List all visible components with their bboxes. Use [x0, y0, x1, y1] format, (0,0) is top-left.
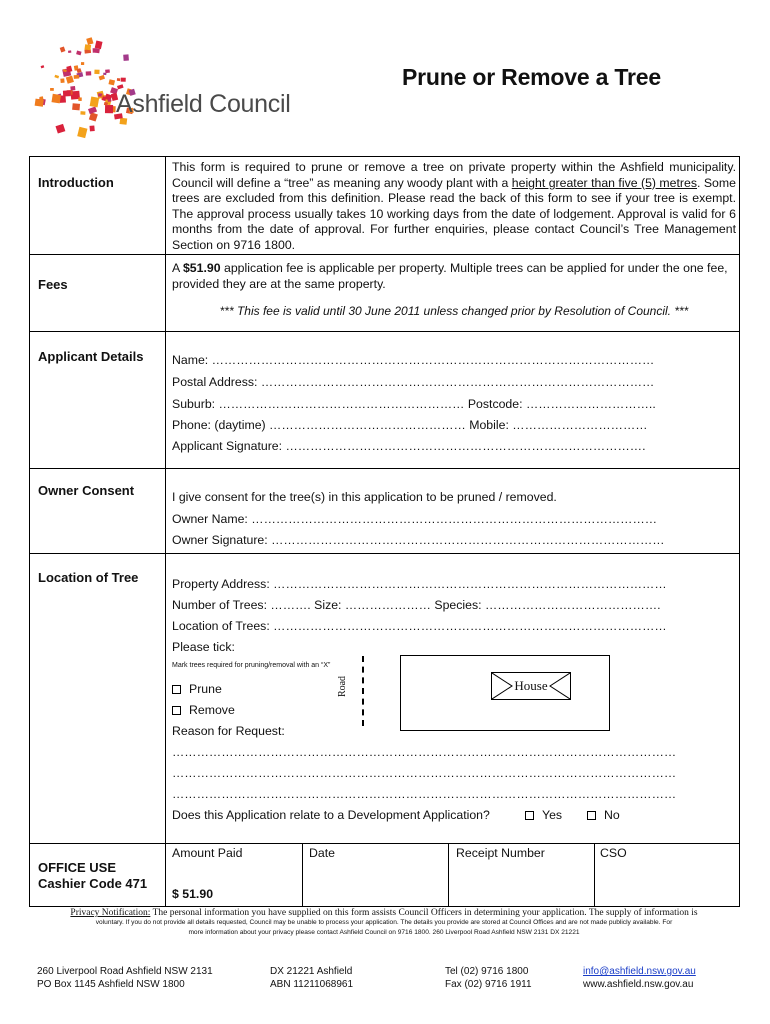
applicant-name-field[interactable]: Name: ………………………………………………………………………………………………	[172, 353, 655, 367]
da-no-option[interactable]: No	[587, 808, 620, 824]
footer-contact	[583, 966, 696, 991]
house-box	[491, 672, 571, 700]
logo-tile	[78, 97, 82, 101]
da-question: Does this Application relate to a Development Application?	[172, 808, 490, 822]
owner-consent-label: Owner Consent	[38, 483, 135, 498]
yes-checkbox[interactable]	[525, 811, 534, 820]
amount-paid-header: Amount Paid	[172, 846, 243, 860]
logo-tile	[70, 86, 75, 91]
logo-tile	[99, 75, 105, 81]
divider	[30, 843, 739, 844]
logo-tile	[60, 78, 64, 83]
logo-tile	[123, 54, 129, 61]
logo-tile	[108, 99, 112, 102]
logo-tile	[105, 105, 113, 113]
location-label: Location of Tree	[38, 570, 139, 585]
logo-tile	[74, 75, 80, 79]
logo-tile	[117, 84, 124, 89]
logo-tile	[76, 51, 81, 56]
logo-tile	[117, 78, 120, 81]
trees-size-species-field[interactable]: Number of Trees: ………. Size: ………………… Species: …………………………………….	[172, 598, 661, 612]
logo-tile	[93, 48, 97, 53]
logo-tile	[50, 88, 54, 91]
divider	[448, 843, 449, 906]
house-label: House	[514, 678, 548, 693]
logo-tile	[86, 71, 92, 75]
logo-tile	[90, 97, 100, 108]
logo-tile	[51, 94, 61, 104]
phone-mobile-field[interactable]: Phone: (daytime) ………………………………………… Mobile: ……………………………	[172, 418, 648, 432]
owner-name-field[interactable]: Owner Name: ………………………………………………………………………………………	[172, 512, 658, 526]
logo-tile	[35, 99, 44, 107]
website-text: www.ashfield.nsw.gov.au	[583, 978, 694, 990]
property-address-field[interactable]: Property Address: ……………………………………………………………………………………	[172, 577, 667, 591]
logo-tile	[86, 37, 93, 45]
divider	[30, 254, 739, 255]
reason-line-2[interactable]: ……………………………………………………………………………………………………………	[172, 766, 677, 780]
logo-tile	[60, 46, 66, 52]
postal-address-field[interactable]: Postal Address: ……………………………………………………………………………………	[172, 375, 655, 389]
footer-dx-abn: DX 21221 Ashfield ABN 11211068961	[270, 966, 354, 990]
introduction-text: This form is required to prune or remove a tree on private property within the Ashfield municipality. Council will define a “tree” as meaning any woody plant with a height greater than five (5) metres. Some trees are excluded from this definition. Please read the back of this form to see if your tree is exempt. The approval process usually takes 10 working days from the date of lodgement. Approval is valid for 6 months from the date of approval. For further enquiries, please contact Council’s Tree Management Section on 9716 1800.	[172, 160, 736, 252]
owner-signature-field[interactable]: Owner Signature: ……………………………………………………………………………………	[172, 533, 665, 547]
divider	[30, 468, 739, 469]
cashier-code-label: Cashier Code 471	[38, 876, 148, 891]
office-use-label: OFFICE USE	[38, 860, 117, 875]
logo-tile	[77, 127, 87, 138]
logo-tile	[108, 79, 115, 85]
divider	[30, 553, 739, 554]
reason-line-3[interactable]: ……………………………………………………………………………………………………………	[172, 787, 677, 801]
application-form	[29, 156, 740, 907]
logo-tile	[90, 125, 95, 131]
applicant-label: Applicant Details	[38, 349, 144, 364]
fee-amount: $51.90	[182, 261, 221, 275]
please-tick-label: Please tick:	[172, 640, 235, 654]
privacy-title: Privacy Notification:	[70, 908, 151, 918]
logo-tile	[66, 76, 74, 84]
amount-paid-value: $ 51.90	[172, 887, 214, 901]
logo-tile	[84, 44, 91, 50]
logo-tile	[94, 70, 99, 74]
prune-option[interactable]: Prune	[172, 682, 222, 698]
logo-tile	[72, 103, 80, 110]
suburb-postcode-field[interactable]: Suburb: …………………………………………………… Postcode: …………………………..	[172, 397, 656, 411]
introduction-label: Introduction	[38, 175, 114, 190]
da-yes-option[interactable]: Yes	[525, 808, 562, 824]
logo-tile	[105, 69, 110, 73]
cso-header: CSO	[600, 846, 627, 860]
section-label-column	[30, 157, 166, 906]
tree-location-field[interactable]: Location of Trees: ……………………………………………………………………………………	[172, 619, 667, 633]
logo-tile	[56, 124, 66, 134]
fees-text: A $51.90 application fee is applicable per property. Multiple trees can be applied for under the one fee, provided they are at the same property.	[172, 261, 728, 291]
privacy-notification: Privacy Notification: The personal information you have supplied on this form assists Council Officers in determining your application. The supply of information is voluntary. If you do not provide all details requested, Council may be unable to process your application. The details you provide are stored at Council Offices and are not made publicly available. For more information about your privacy please contact Ashfield Council on 9716 1800. 260 Liverpool Road Ashfield NSW 2131 DX 21221	[70, 908, 698, 936]
divider	[594, 843, 595, 906]
page-title: Prune or Remove a Tree	[402, 64, 661, 90]
mark-trees-note: Mark trees required for pruning/removal with an “X”	[172, 662, 331, 669]
fees-validity-note: *** This fee is valid until 30 June 2011 unless changed prior by Resolution of Council. ***	[219, 304, 689, 318]
reason-line-1[interactable]: ……………………………………………………………………………………………………………	[172, 745, 677, 759]
email-link[interactable]: info@ashfield.nsw.gov.au	[583, 966, 696, 977]
footer-phone: Tel (02) 9716 1800 Fax (02) 9716 1911	[445, 966, 532, 990]
prune-checkbox[interactable]	[172, 685, 181, 694]
remove-option[interactable]: Remove	[172, 703, 235, 719]
date-header: Date	[309, 846, 335, 860]
logo-tile	[63, 90, 71, 96]
council-logo-mark	[30, 34, 140, 139]
logo-tile	[54, 75, 59, 79]
logo-tile	[95, 41, 103, 50]
council-logo-text: Ashfield Council	[116, 90, 291, 118]
remove-checkbox[interactable]	[172, 706, 181, 715]
logo-tile	[68, 50, 71, 53]
logo-tile	[81, 62, 84, 65]
fees-label: Fees	[38, 277, 68, 292]
owner-consent-text: I give consent for the tree(s) in this application to be pruned / removed.	[172, 490, 557, 504]
applicant-signature-field[interactable]: Applicant Signature: …………………………………………………………………………….	[172, 439, 646, 453]
logo-tile	[80, 111, 85, 115]
logo-tile	[121, 78, 126, 82]
divider	[30, 331, 739, 332]
receipt-number-header: Receipt Number	[456, 846, 545, 860]
footer-address: 260 Liverpool Road Ashfield NSW 2131 PO Box 1145 Ashfield NSW 1800	[37, 966, 213, 990]
road-label: Road	[337, 675, 349, 698]
logo-tile	[88, 106, 97, 114]
logo-tile	[41, 65, 45, 68]
no-checkbox[interactable]	[587, 811, 596, 820]
reason-label: Reason for Request:	[172, 724, 285, 738]
road-line	[362, 656, 364, 726]
height-definition: height greater than five (5) metres	[511, 175, 698, 190]
divider	[302, 843, 303, 906]
site-diagram[interactable]	[400, 655, 610, 731]
